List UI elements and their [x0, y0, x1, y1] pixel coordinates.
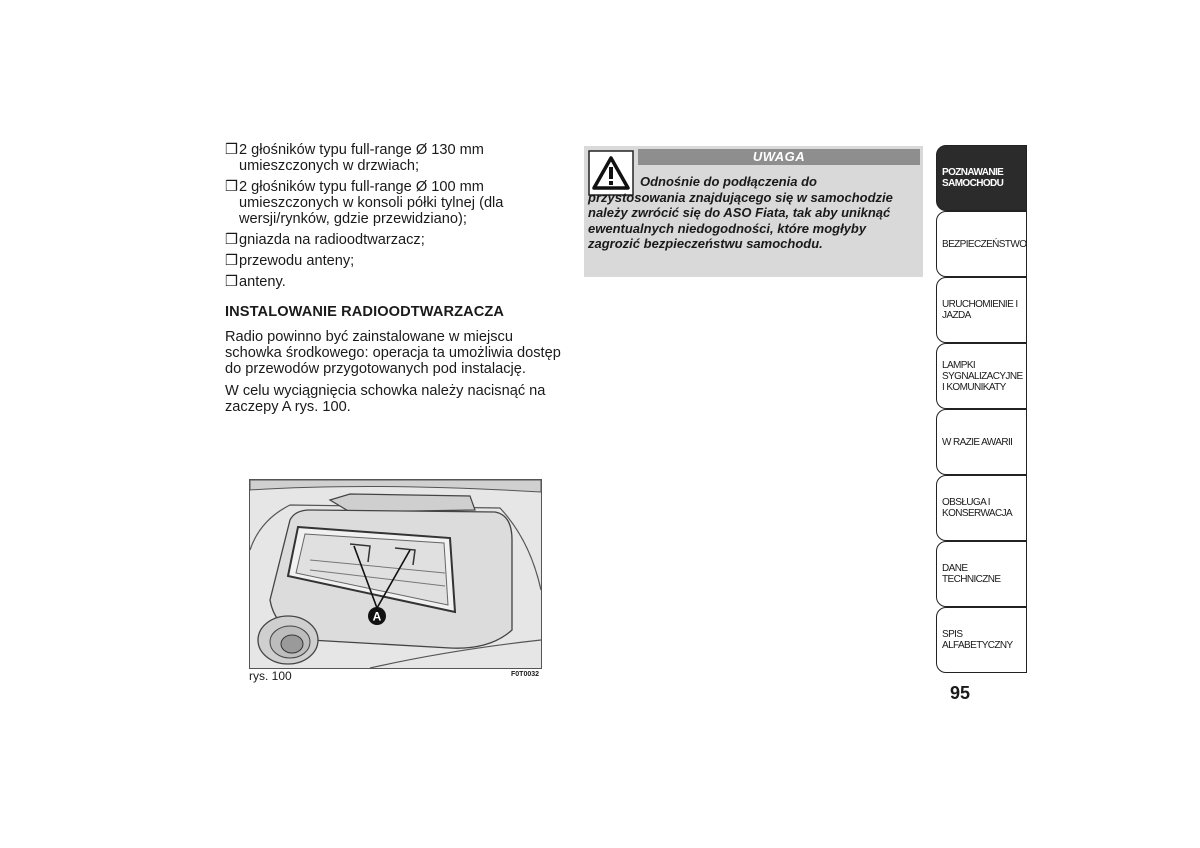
checkbox-bullet-icon: ❒ [225, 232, 239, 248]
paragraph: Radio powinno być zainstalowane w miejscu schowka środkowego: operacja ta umożliwia dostęp do przewodów przygotowanych pod instalację. [225, 329, 561, 377]
figure-code: F0T0032 [511, 671, 540, 678]
checkbox-bullet-icon: ❒ [225, 253, 239, 269]
paragraph: W celu wyciągnięcia schowka należy nacisnąć na zaczepy A rys. 100. [225, 383, 546, 415]
tab-bezpieczenstwo[interactable] [936, 211, 1027, 277]
list-item [225, 253, 570, 269]
list-item [225, 142, 570, 174]
main-text-column [225, 142, 570, 421]
list-item [225, 274, 570, 290]
checkbox-bullet-icon: ❒ [225, 142, 239, 158]
dashboard-drawing [250, 480, 541, 668]
warning-box [584, 146, 923, 277]
tab-poznawanie-samochodu[interactable] [936, 145, 1027, 211]
section-title: INSTALOWANIE RADIOODTWARZACZA [225, 304, 505, 320]
list-item-text: gniazda na radioodtwarzacz; [239, 232, 425, 248]
tab-label: URUCHOMIENIE I JAZDA [942, 299, 1018, 321]
tab-w-razie-awarii[interactable] [936, 409, 1027, 475]
tab-spis-alfabetyczny[interactable] [936, 607, 1027, 673]
figure-caption: rys. 100 [249, 669, 292, 683]
tab-label: OBSŁUGA I KONSERWACJA [942, 497, 1013, 519]
warning-heading: UWAGA [638, 149, 920, 165]
page-number: 95 [950, 683, 971, 703]
tab-dane-techniczne[interactable] [936, 541, 1027, 607]
chapter-tabs [936, 145, 1027, 673]
checkbox-bullet-icon: ❒ [225, 179, 239, 195]
marker-a-label: A [372, 609, 382, 624]
tab-label: DANE TECHNICZNE [942, 563, 1001, 585]
dashboard-illustration [249, 479, 542, 669]
tab-uruchomienie-i-jazda[interactable] [936, 277, 1027, 343]
list-item-text: przewodu anteny; [239, 253, 355, 269]
tab-label: POZNAWANIE SAMOCHODU [942, 167, 1004, 189]
tab-obsluga-i-konserwacja[interactable] [936, 475, 1027, 541]
checkbox-bullet-icon: ❒ [225, 274, 239, 290]
tab-label: LAMPKI SYGNALIZACYJNE I KOMUNIKATY [942, 359, 1023, 393]
warning-text: Odnośnie do podłączenia do przystosowania znajdującego się w samochodzie należy zwrócić się do ASO Fiata, tak aby uniknąć ewentualnych niedogodności, które mogłyby zagrozić bezpieczeństwu samochodu. [588, 174, 893, 251]
list-item-text: 2 głośników typu full-range Ø 130 mm umieszczonych w drzwiach; [239, 142, 484, 174]
list-item-text: anteny. [239, 274, 286, 290]
tab-label: W RAZIE AWARII [942, 436, 1013, 448]
tab-label: BEZPIECZEŃSTWO [942, 238, 1027, 250]
list-item-text: 2 głośników typu full-range Ø 100 mm umieszczonych w konsoli półki tylnej (dla wersji/rynków, gdzie przewidziano); [239, 179, 504, 227]
list-item [225, 232, 570, 248]
tab-lampki-sygnalizacyjne[interactable] [936, 343, 1027, 409]
tab-label: SPIS ALFABETYCZNY [942, 629, 1013, 651]
list-item [225, 179, 570, 227]
